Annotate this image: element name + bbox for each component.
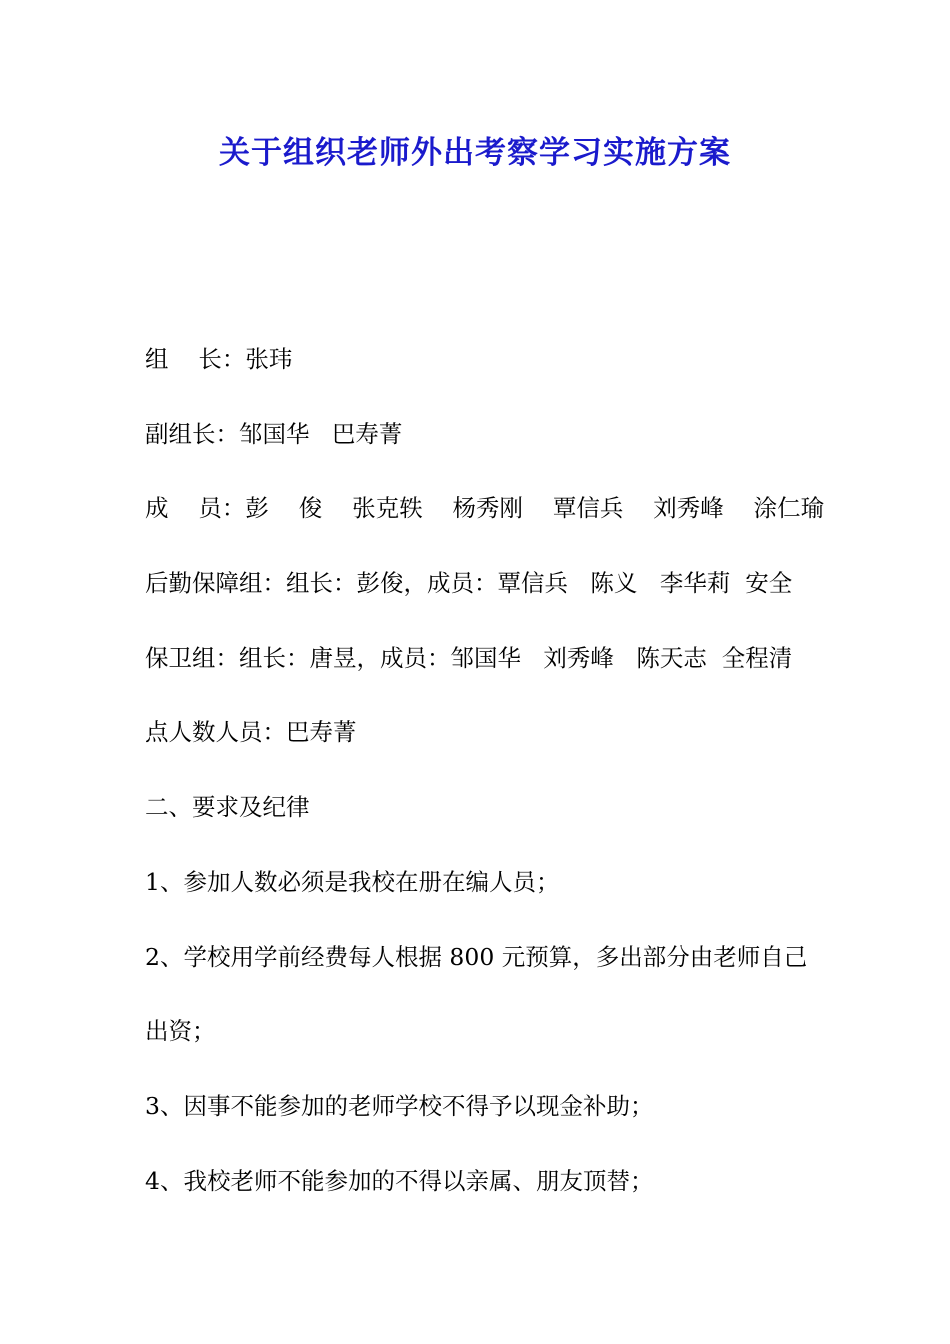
text-line-deputy-leader: 副组长：邹国华 巴寿菁 <box>145 419 403 448</box>
list-item-1: 1、参加人数必须是我校在册在编人员； <box>145 867 560 896</box>
list-item-2-continued: 出资； <box>145 1017 216 1046</box>
list-item-3: 3、因事不能参加的老师学校不得予以现金补助； <box>145 1091 654 1120</box>
list-item-4: 4、我校老师不能参加的不得以亲属、朋友顶替； <box>145 1166 654 1195</box>
text-line-headcount-person: 点人数人员：巴寿菁 <box>145 718 357 747</box>
section-heading-requirements: 二、要求及纪律 <box>145 793 310 822</box>
text-line-security-group: 保卫组：组长：唐昱，成员：邹国华 刘秀峰 陈天志 全程清 <box>145 643 793 672</box>
text-line-logistics-group: 后勤保障组：组长：彭俊，成员：覃信兵 陈义 李华莉 安全 <box>145 569 793 598</box>
text-line-members: 成 员：彭 俊 张克轶 杨秀刚 覃信兵 刘秀峰 涂仁瑜 <box>145 494 825 523</box>
text-line-group-leader: 组 长：张玮 <box>145 345 293 373</box>
document-body <box>145 338 825 1234</box>
document-title: 关于组织老师外出考察学习实施方案 <box>219 135 731 171</box>
list-item-2: 2、学校用学前经费每人根据 800 元预算，多出部分由老师自己 <box>145 942 808 971</box>
